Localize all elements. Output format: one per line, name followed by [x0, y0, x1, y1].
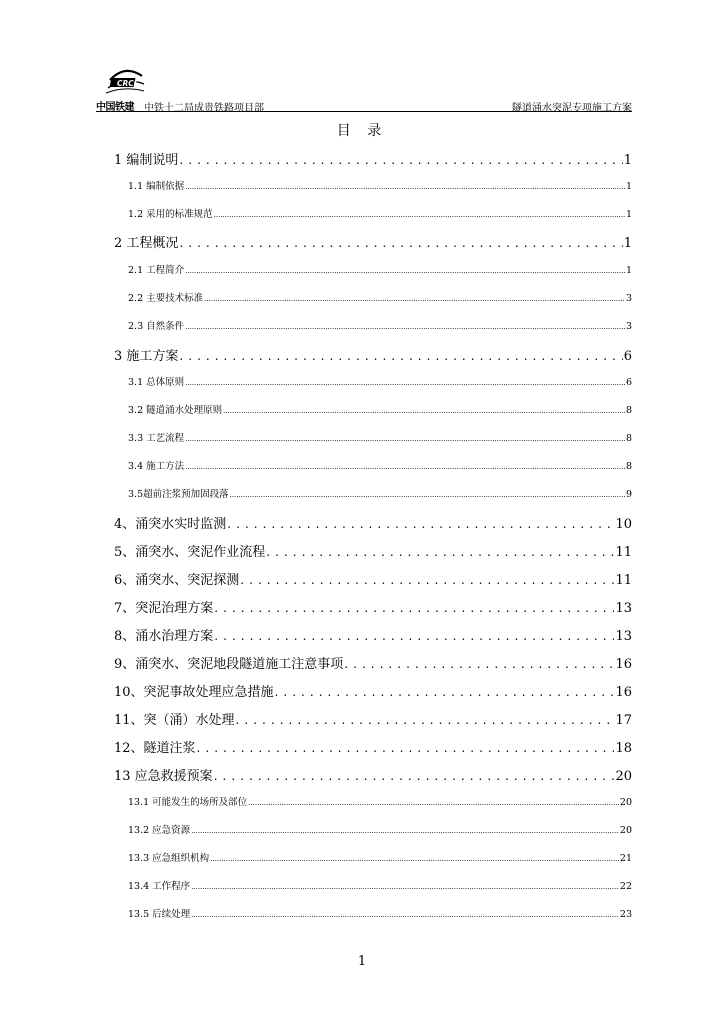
toc-entry[interactable] [128, 318, 632, 332]
toc-entry-page: 3 [625, 321, 632, 332]
toc-leader-dots [240, 573, 614, 588]
toc-leader-dots [344, 657, 614, 672]
toc-entry[interactable] [128, 206, 632, 220]
toc-entry-label: 7、突泥治理方案 [114, 601, 214, 616]
toc-entry[interactable] [128, 906, 632, 920]
toc-entry[interactable] [128, 822, 632, 836]
toc-entry-page: 10 [615, 517, 632, 532]
toc-entry-page: 11 [615, 545, 632, 560]
toc-entry-page: 23 [619, 909, 632, 920]
toc-leader-dots [204, 293, 625, 304]
toc-entry[interactable] [128, 430, 632, 444]
toc-leader-dots [191, 881, 619, 892]
toc-leader-dots [230, 489, 625, 500]
toc-entry[interactable] [128, 794, 632, 808]
toc-entry-label: 5、涌突水、突泥作业流程 [114, 545, 266, 560]
toc-entry-label: 2.3 自然条件 [128, 321, 185, 332]
toc-entry-page: 8 [625, 405, 632, 416]
toc-entry-page: 3 [625, 293, 632, 304]
toc-entry-page: 11 [615, 573, 632, 588]
toc-leader-dots [266, 545, 614, 560]
toc-leader-dots [185, 461, 625, 472]
toc-entry-page: 22 [619, 881, 632, 892]
toc-leader-dots [191, 909, 619, 920]
toc-entry-label: 11、突（涌）水处理 [114, 713, 235, 728]
org-name: 中铁十二局成贵铁路项目部 [144, 103, 264, 114]
toc-entry-page: 9 [625, 489, 632, 500]
toc-entry-page: 6 [623, 349, 632, 364]
toc-leader-dots [223, 405, 625, 416]
toc-entry-page: 18 [615, 741, 632, 756]
toc-entry[interactable] [128, 878, 632, 892]
toc-entry-page: 6 [625, 377, 632, 388]
toc-entry[interactable] [114, 513, 632, 531]
toc-entry-page: 17 [615, 713, 632, 728]
toc-entry-page: 1 [623, 153, 632, 168]
toc-leader-dots [179, 349, 622, 364]
toc-leader-dots [214, 601, 614, 616]
page-number: 1 [357, 954, 367, 969]
toc-entry-page: 20 [615, 769, 632, 784]
toc-leader-dots [275, 685, 615, 700]
toc-entry-page: 21 [619, 853, 632, 864]
toc-leader-dots [210, 853, 619, 864]
toc-entry-label: 2 工程概况 [114, 236, 179, 251]
toc-leader-dots [179, 236, 622, 251]
toc-entry-page: 1 [625, 209, 632, 220]
toc-entry-label: 6、涌突水、突泥探测 [114, 573, 240, 588]
toc-entry-page: 1 [625, 265, 632, 276]
toc-entry-page: 8 [625, 461, 632, 472]
toc-entry-label: 1.2 采用的标准规范 [128, 209, 213, 220]
toc-leader-dots [185, 377, 625, 388]
toc-entry-label: 10、突泥事故处理应急措施 [114, 685, 274, 700]
toc-entry-page: 13 [615, 601, 632, 616]
toc-entry-label: 9、涌突水、突泥地段隧道施工注意事项 [114, 657, 344, 672]
toc-entry[interactable] [114, 765, 632, 783]
toc-entry-label: 3.5超前注浆预加固段落 [128, 489, 229, 500]
toc-entry-label: 13.4 工作程序 [128, 881, 191, 892]
toc-leader-dots [227, 517, 614, 532]
toc-leader-dots [197, 741, 615, 756]
toc-entry-label: 13.5 后续处理 [128, 909, 191, 920]
toc-entry-page: 13 [615, 629, 632, 644]
toc-entry[interactable] [114, 541, 632, 559]
toc-entry-label: 13 应急救援预案 [114, 769, 213, 784]
toc-leader-dots [214, 769, 615, 784]
toc-entry[interactable] [128, 290, 632, 304]
toc-entry-page: 8 [625, 433, 632, 444]
toc-leader-dots [248, 797, 619, 808]
toc-entry[interactable] [114, 709, 632, 727]
toc-entry-label: 13.1 可能发生的场所及部位 [128, 797, 248, 808]
org-mark: 中国铁建 [96, 102, 134, 113]
toc-entry-page: 16 [615, 685, 632, 700]
toc-entry-label: 2.2 主要技术标准 [128, 293, 204, 304]
logo-text: CRCC [117, 79, 140, 88]
toc-entry-page: 16 [615, 657, 632, 672]
toc-entry[interactable] [128, 486, 632, 500]
toc-entry-label: 4、涌突水实时监测 [114, 517, 227, 532]
toc-entry-page: 1 [625, 181, 632, 192]
toc-entry-label: 13.2 应急资源 [128, 825, 191, 836]
toc-entry[interactable] [128, 458, 632, 472]
toc-entry-page: 1 [623, 236, 632, 251]
toc-entry[interactable] [114, 681, 632, 699]
toc-entry-label: 12、隧道注浆 [114, 741, 196, 756]
toc-entry[interactable] [128, 262, 632, 276]
toc-entry-page: 20 [619, 797, 632, 808]
toc-entry[interactable] [114, 345, 632, 363]
toc-entry[interactable] [114, 737, 632, 755]
toc-entry[interactable] [114, 625, 632, 643]
toc-leader-dots [185, 265, 625, 276]
toc-entry-label: 13.3 应急组织机构 [128, 853, 210, 864]
toc-entry-page: 20 [619, 825, 632, 836]
document-title: 隧道涌水突泥专项施工方案 [512, 103, 632, 114]
toc-entry-label: 1 编制说明 [114, 153, 179, 168]
toc-entry-label: 3.1 总体原则 [128, 377, 185, 388]
toc-entry-label: 3 施工方案 [114, 349, 179, 364]
toc-entry[interactable] [128, 178, 632, 192]
toc-entry[interactable] [114, 597, 632, 615]
toc-entry-label: 1.1 编制依据 [128, 181, 185, 192]
toc-entry-label: 8、涌水治理方案 [114, 629, 214, 644]
toc-entry[interactable] [128, 374, 632, 388]
toc-leader-dots [179, 153, 622, 168]
toc-leader-dots [191, 825, 619, 836]
toc-leader-dots [185, 433, 625, 444]
toc-entry-label: 3.2 隧道涌水处理原则 [128, 405, 223, 416]
toc-leader-dots [214, 629, 614, 644]
toc-entry[interactable] [114, 232, 632, 250]
toc-title: 目 录 [336, 123, 388, 139]
toc-leader-dots [185, 181, 625, 192]
toc-entry[interactable] [114, 149, 632, 167]
toc-leader-dots [236, 713, 615, 728]
toc-entry-label: 3.4 施工方法 [128, 461, 185, 472]
toc-leader-dots [214, 209, 625, 220]
toc-entry-label: 2.1 工程简介 [128, 265, 185, 276]
toc-entry-label: 3.3 工艺流程 [128, 433, 185, 444]
toc-entry[interactable] [114, 653, 632, 671]
toc-entry[interactable] [128, 402, 632, 416]
toc-entry[interactable] [114, 569, 632, 587]
toc-leader-dots [185, 321, 625, 332]
toc-entry[interactable] [128, 850, 632, 864]
